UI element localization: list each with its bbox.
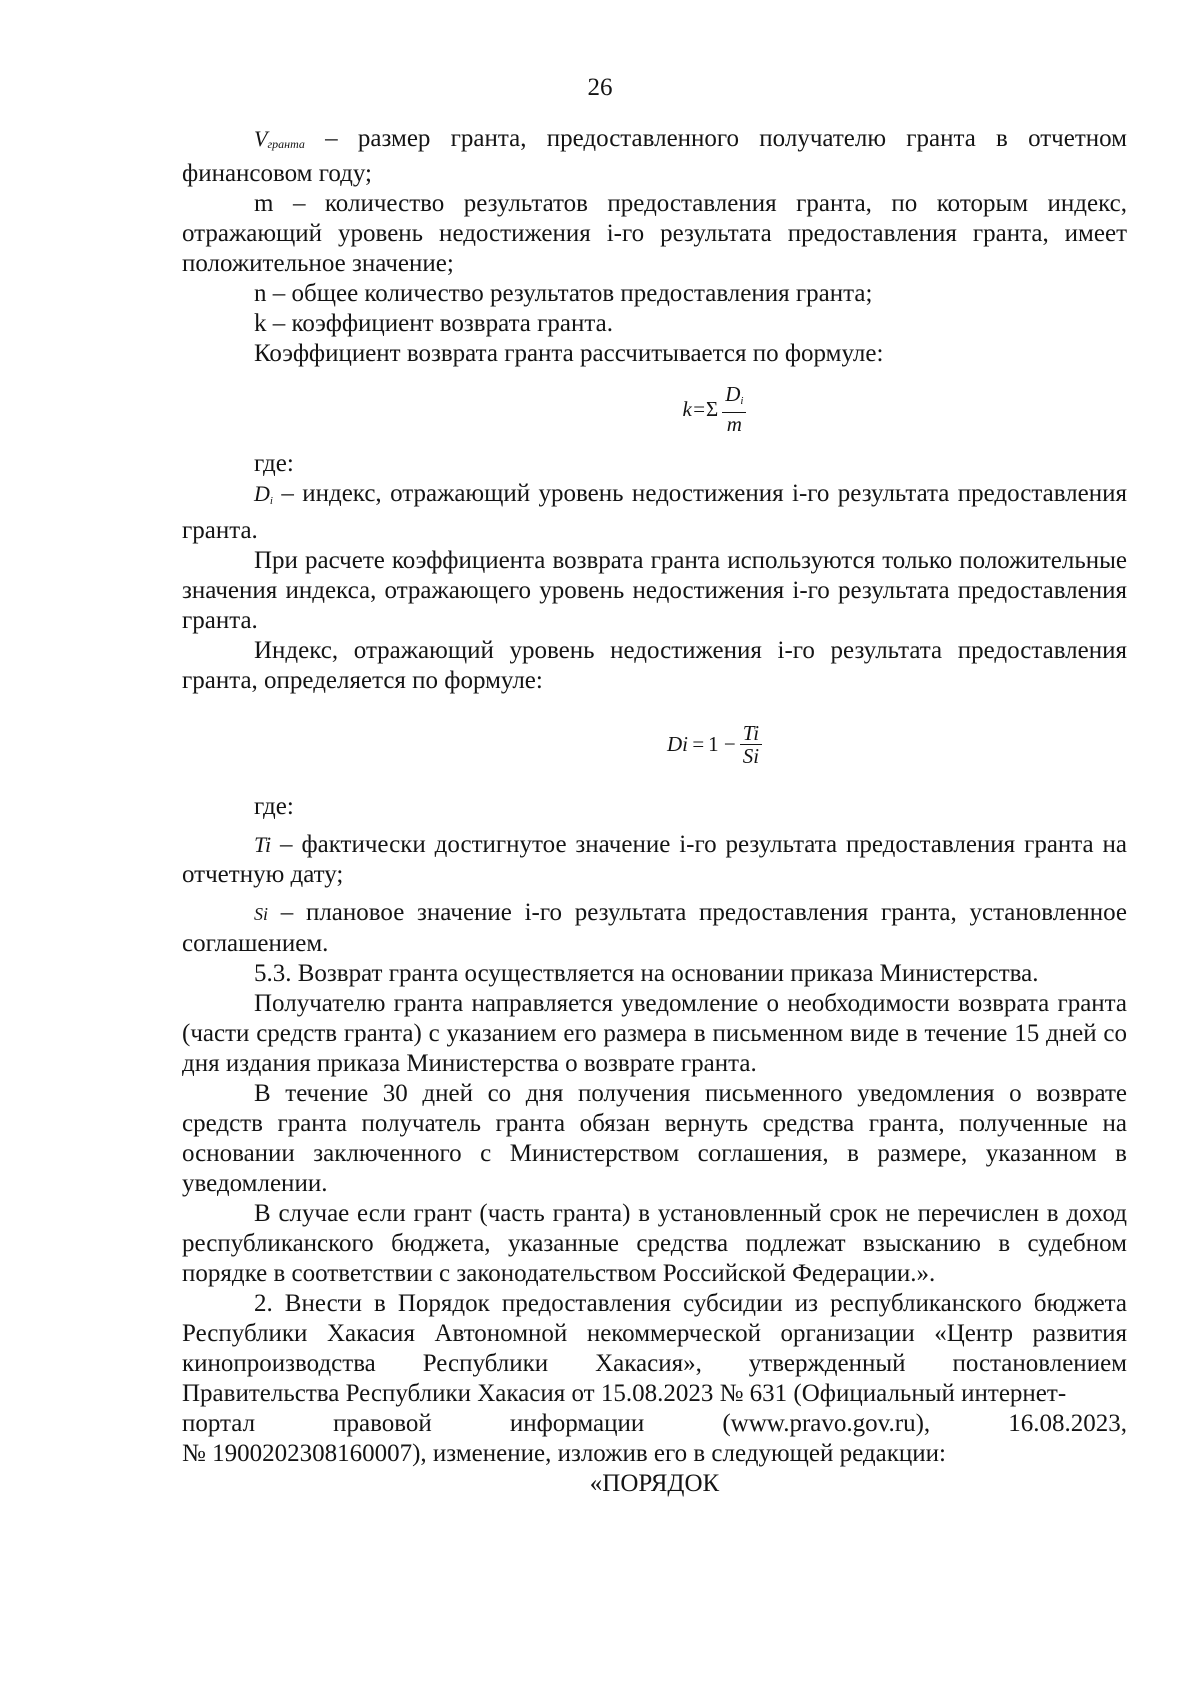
label-gde-2: где: bbox=[254, 793, 294, 820]
paragraph-5-3: 5.3. Возврат гранта осуществляется на основании приказа Министерства. bbox=[254, 960, 1039, 987]
symbol-v-grant: Vгранта bbox=[254, 126, 305, 151]
formula-k-lhs: k bbox=[682, 397, 692, 421]
paragraph-n: n – общее количество результатов предоставления гранта; bbox=[254, 280, 873, 307]
paragraph-v-grant: Vгранта – размер гранта, предоставленного получателю гранта в отчетном финансовом году; bbox=[182, 125, 1128, 187]
paragraph-d-i: Di – индекс, отражающий уровень недостижения i-го результата предоставления гранта. bbox=[182, 480, 1127, 544]
formula-k-numerator: D bbox=[725, 382, 741, 406]
formula-k bbox=[302, 369, 1127, 449]
paragraph-2-end: № 1900202308160007), изменение, изложив его в следующей редакции: bbox=[182, 1440, 946, 1467]
paragraph-positive-values: При расчете коэффициента возврата гранта используются только положительные значения индекса, отражающего уровень недостижения i-го результата предоставления гранта. bbox=[182, 547, 1127, 634]
paragraph-recovery: В случае если грант (часть гранта) в установленный срок не перечислен в доход республиканского бюджета, указанные средства подлежат взысканию в судебном порядке в соответствии с законодательством Российской Федерации.». bbox=[182, 1200, 1127, 1287]
paragraph-30-days: В течение 30 дней со дня получения письменного уведомления о возврате средств гранта получатель гранта обязан вернуть средства гранта, полученные на основании заключенного с Министерством соглашения, в размере, указанном в уведомлении. bbox=[182, 1080, 1127, 1197]
formula-k-sigma: Σ bbox=[706, 397, 719, 421]
formula-di-eq: = bbox=[690, 732, 706, 756]
formula-di-denominator: Si bbox=[742, 743, 760, 768]
paragraph-k: k – коэффициент возврата гранта. bbox=[254, 310, 613, 337]
document-body bbox=[182, 124, 1127, 1499]
formula-k-denominator: m bbox=[726, 412, 742, 436]
symbol-ti: Ti bbox=[254, 832, 272, 857]
paragraph-2-line-portal: портал правовой информации (www.pravo.gov.ru), 16.08.2023, bbox=[182, 1410, 1127, 1437]
formula-di-one-minus: 1 − bbox=[708, 732, 736, 756]
paragraph-k-formula-intro: Коэффициент возврата гранта рассчитывается по формуле: bbox=[254, 340, 884, 367]
paragraph-m: m – количество результатов предоставления гранта, по которым индекс, отражающий уровень недостижения i-го результата предоставления гранта, имеет положительное значение; bbox=[182, 190, 1127, 277]
formula-di-lhs: Di bbox=[666, 732, 688, 756]
paragraph-index-formula-intro: Индекс, отражающий уровень недостижения i-го результата предоставления гранта, определяется по формуле: bbox=[182, 637, 1127, 694]
symbol-d-i: Di bbox=[254, 481, 273, 507]
paragraph-ti: Ti – фактически достигнутое значение i-го результата предоставления гранта на отчетную дату; bbox=[182, 831, 1128, 888]
formula-di bbox=[302, 696, 1127, 792]
page-number: 26 bbox=[587, 74, 613, 101]
formula-di-fraction bbox=[740, 722, 762, 767]
paragraph-2-amend: 2. Внести в Порядок предоставления субсидии из республиканского бюджета Республики Хакасия Автономной некоммерческой организации «Центр развития кинопроизводства Республики Хакасия», утвержденный постановлением Правительства Республики Хакасия от 15.08.2023 № 631 (Официальный интернет- bbox=[182, 1290, 1127, 1407]
formula-di-numerator: Ti bbox=[740, 722, 762, 745]
paragraph-si: Si – плановое значение i-го результата предоставления гранта, установленное соглашением. bbox=[182, 899, 1127, 957]
formula-k-fraction: $\frac{Di}{m}$ bbox=[722, 383, 746, 435]
paragraph-notification: Получателю гранта направляется уведомление о необходимости возврата гранта (части средств гранта) с указанием его размера в письменном виде в течение 15 дней со дня издания приказа Министерства о возврате гранта. bbox=[182, 990, 1127, 1077]
formula-k-eq: = bbox=[691, 397, 707, 421]
symbol-si: Si bbox=[254, 904, 269, 924]
heading-poryadok: «ПОРЯДОК bbox=[589, 1470, 720, 1497]
label-gde-1: где: bbox=[254, 450, 294, 477]
